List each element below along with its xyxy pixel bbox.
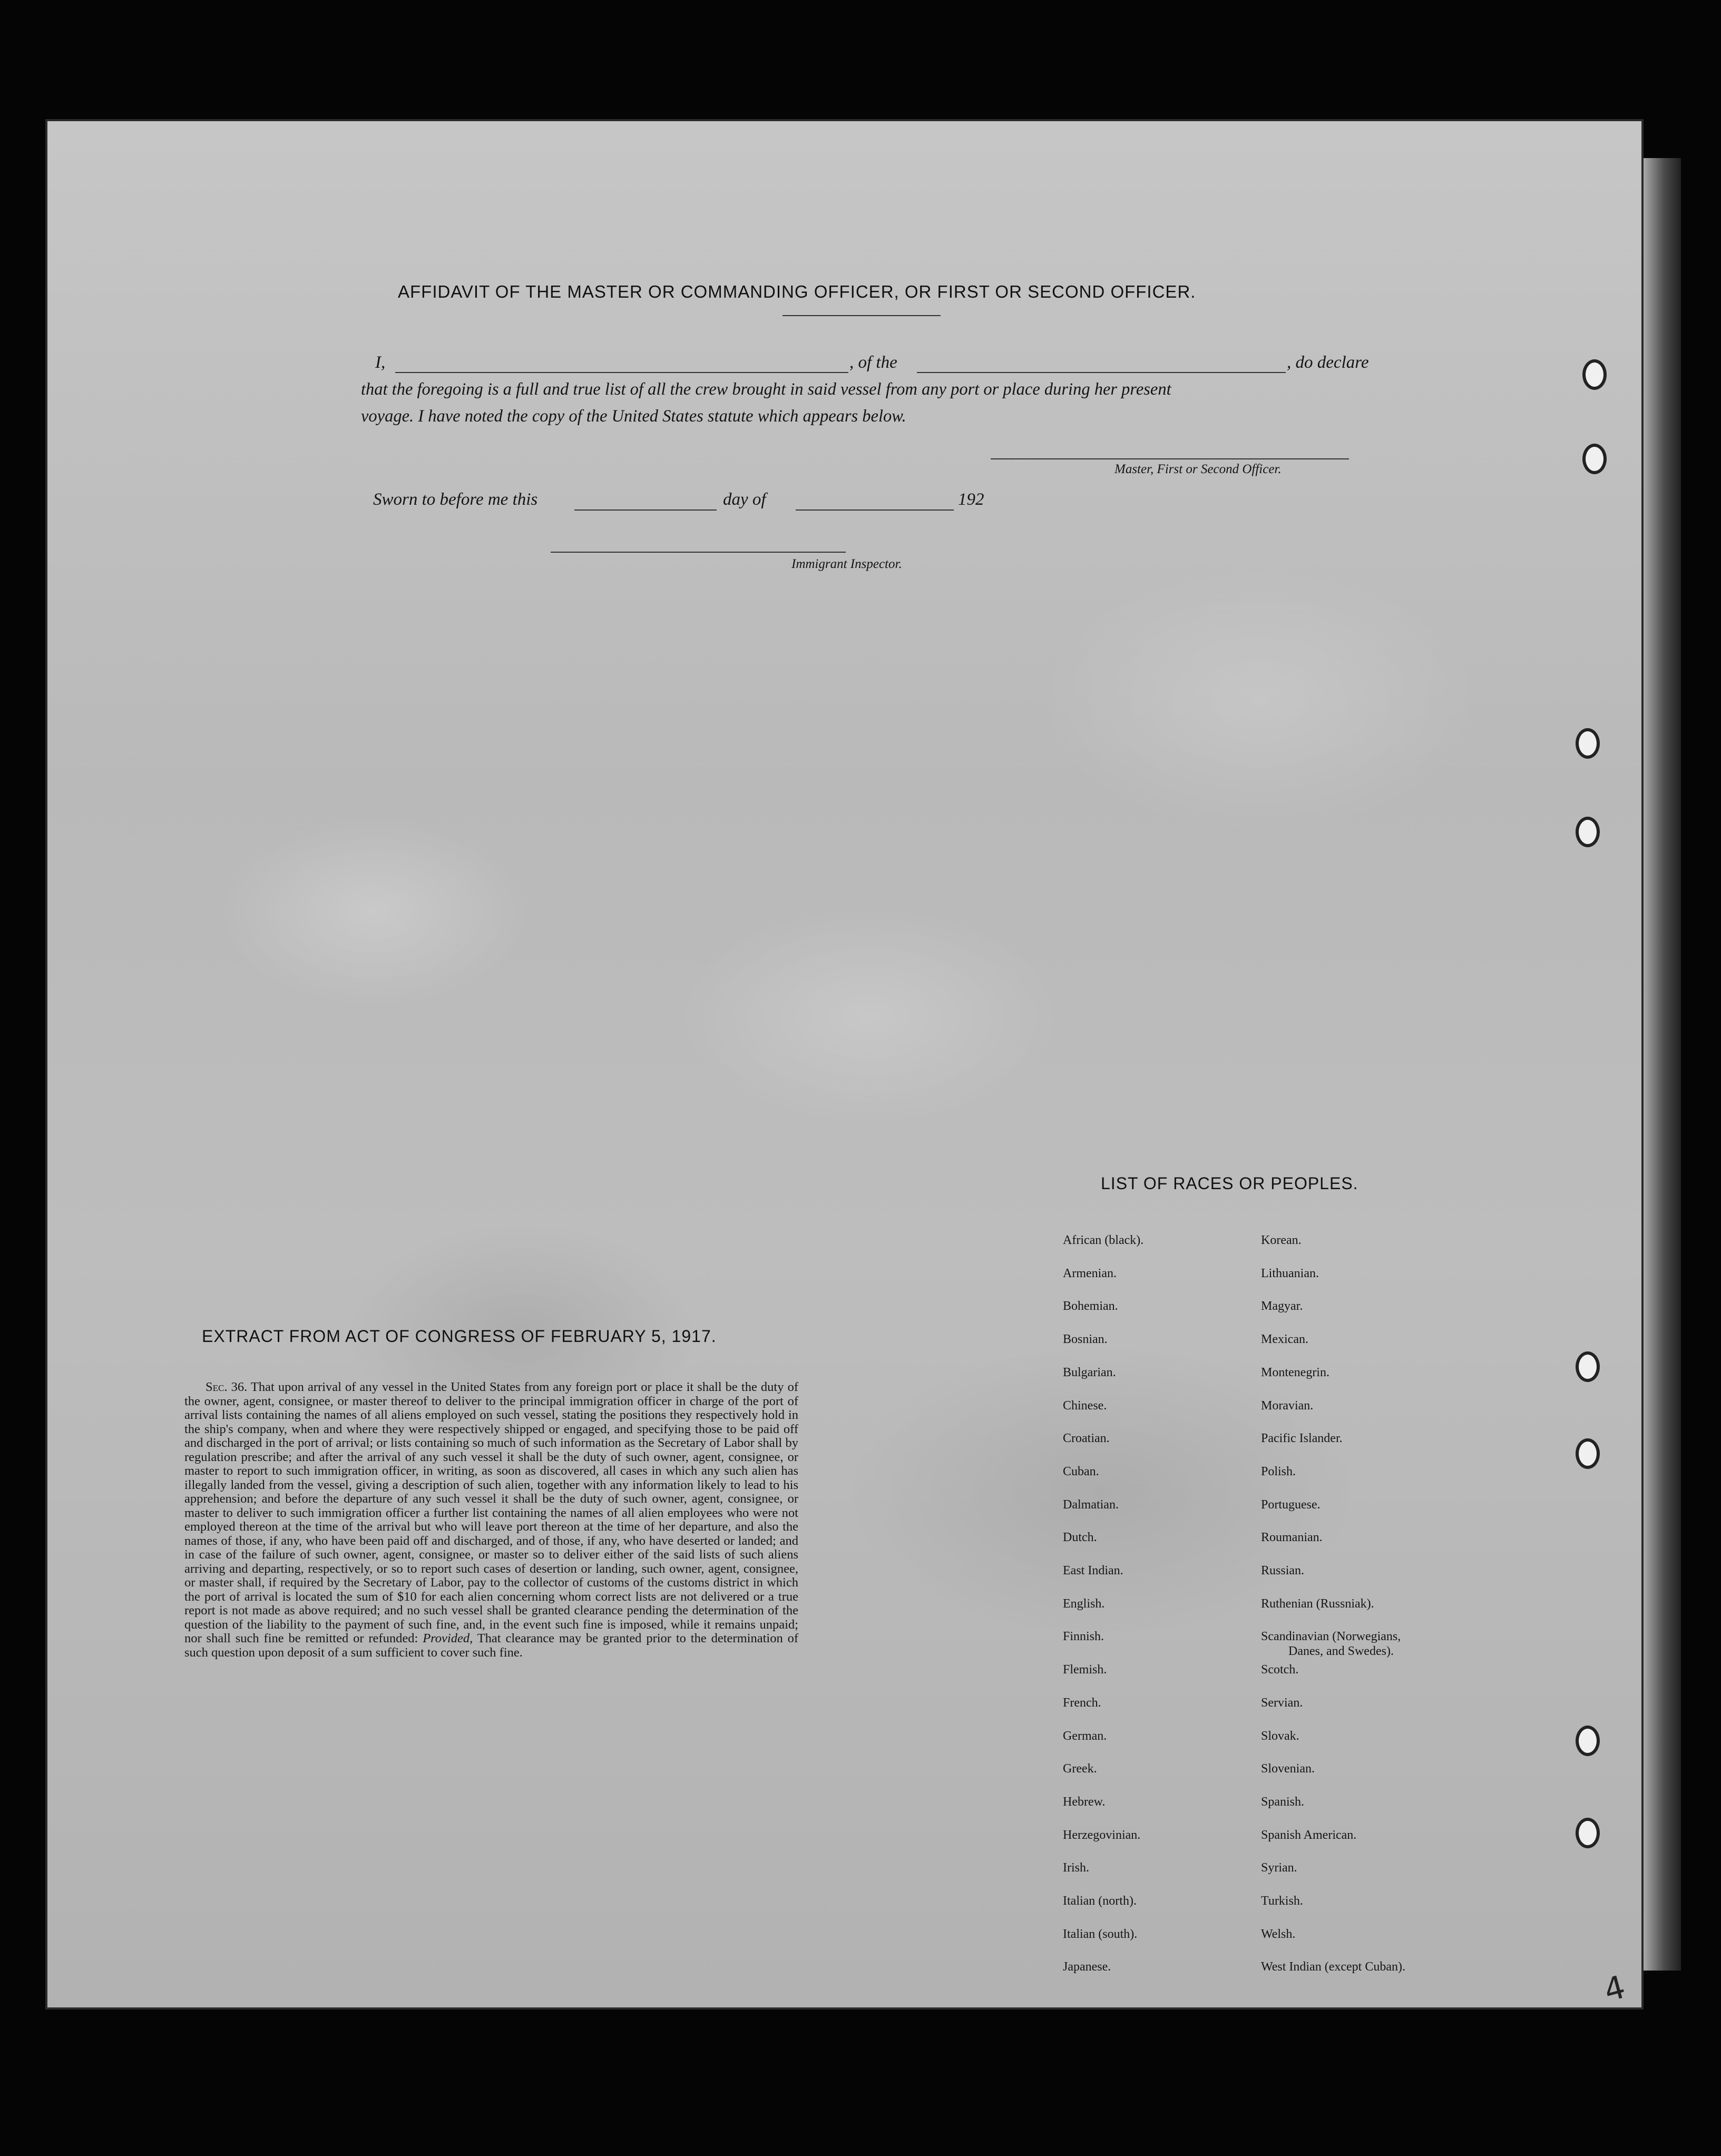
race-item: Scotch. bbox=[1261, 1663, 1299, 1677]
race-item: Dalmatian. bbox=[1063, 1497, 1119, 1512]
race-item: Russian. bbox=[1261, 1564, 1305, 1577]
year-prefix: 192 bbox=[958, 490, 984, 509]
month-blank bbox=[796, 509, 954, 511]
race-item: Slovenian. bbox=[1261, 1762, 1315, 1776]
binder-hole bbox=[1576, 728, 1600, 759]
race-item: Bohemian. bbox=[1063, 1299, 1118, 1314]
affidavit-line-2: that the foregoing is a full and true list of all the crew brought in said vessel from any port or place during her present bbox=[361, 380, 1171, 399]
affidavit-i: I, bbox=[375, 353, 386, 372]
binder-hole bbox=[1582, 359, 1607, 390]
race-item: Italian (south). bbox=[1063, 1927, 1138, 1941]
race-item: East Indian. bbox=[1063, 1564, 1123, 1577]
extract-body bbox=[184, 1380, 798, 1660]
signature-caption: Master, First or Second Officer. bbox=[1114, 462, 1282, 476]
race-item: Spanish. bbox=[1261, 1795, 1305, 1809]
race-item: Turkish. bbox=[1261, 1894, 1303, 1908]
race-item: Polish. bbox=[1261, 1464, 1296, 1478]
race-item: Pacific Islander. bbox=[1261, 1432, 1343, 1446]
race-item: Slovak. bbox=[1261, 1729, 1299, 1743]
binder-hole bbox=[1576, 1726, 1600, 1756]
binder-hole bbox=[1576, 1818, 1600, 1848]
race-item: Magyar. bbox=[1261, 1299, 1303, 1314]
binder-hole bbox=[1582, 444, 1607, 474]
race-item: Flemish. bbox=[1063, 1663, 1107, 1677]
race-item: Bulgarian. bbox=[1063, 1365, 1116, 1379]
race-item: German. bbox=[1063, 1729, 1107, 1743]
race-item: Finnish. bbox=[1063, 1630, 1104, 1644]
section-text: That upon arrival of any vessel in the United States from any foreign port or place it shall be the duty of the owner, agent, consignee, or master thereof to deliver to the principal immigration officer in charge of the port of arrival lists containing the names of all aliens employed on such vessel, stating the positions they respectively hold in the ship's company, when and where they were respectively shipped or engaged, and specifying those to be paid off and discharged in the port of arrival; or lists containing so much of such information as the Secretary of Labor shall by regulation prescribe; and after the arrival of any such vessel it shall be the duty of such owner, agent, consignee, or master to report to such immigration officer, in writing, as soon as discovered, all cases in which any such alien has illegally landed from the vessel, giving a description of such alien, together with any information likely to lead to his apprehension; and before the departure of any such vessel it shall be the duty of such owner, agent, consignee, or master to deliver to such immigration officer a further list containing the names of all alien employees who were not employed thereon at the time of the arrival but who will leave port thereon at the time of her departure, and also the names of those, if any, who have been paid off and discharged, and of those, if any, who have deserted or landed; and in case of the failure of such owner, agent, consignee, or master so to deliver either of the said lists of such aliens arriving and departing, respectively, or so to report such cases of desertion or landing, such owner, agent, consignee, or master shall, if required by the Secretary of Labor, pay to the collector of customs of the customs district in which the port of arrival is located the sum of $10 for each alien concerning whom correct lists are not delivered or a true report is not made as above required; and no such vessel shall be granted clearance pending the determination of the question of the liability to the payment of such fine, and, in the event such fine is imposed, while it remains unpaid; nor shall such fine be remitted or refunded: bbox=[184, 1380, 798, 1645]
race-item: West Indian (except Cuban). bbox=[1261, 1960, 1405, 1974]
race-item: African (black). bbox=[1063, 1233, 1144, 1247]
page-number: 4 bbox=[1600, 1968, 1629, 2010]
race-item: Hebrew. bbox=[1063, 1795, 1106, 1809]
race-item: Herzegovinian. bbox=[1063, 1828, 1141, 1842]
provided-word: Provided, bbox=[423, 1631, 473, 1645]
races-title: LIST OF RACES OR PEOPLES. bbox=[1101, 1174, 1358, 1193]
affidavit-title: AFFIDAVIT OF THE MASTER OR COMMANDING OFFICER, OR FIRST OR SECOND OFFICER. bbox=[398, 282, 1196, 301]
title-divider bbox=[783, 315, 941, 316]
binder-hole bbox=[1576, 1351, 1600, 1382]
race-item: Greek. bbox=[1063, 1762, 1097, 1776]
race-item: Roumanian. bbox=[1261, 1531, 1323, 1545]
inspector-caption: Immigrant Inspector. bbox=[791, 557, 902, 571]
race-item: Portuguese. bbox=[1261, 1497, 1321, 1512]
race-item: Cuban. bbox=[1063, 1464, 1099, 1478]
inspector-line bbox=[551, 552, 846, 553]
signature-line bbox=[991, 458, 1349, 459]
race-item: Chinese. bbox=[1063, 1398, 1107, 1413]
race-item: Ruthenian (Russniak). bbox=[1261, 1596, 1374, 1611]
affidavit-of-the: , of the bbox=[849, 353, 897, 372]
race-item: Syrian. bbox=[1261, 1861, 1297, 1875]
race-item: Danes, and Swedes). bbox=[1288, 1644, 1394, 1659]
sworn-before: Sworn to before me this bbox=[373, 490, 538, 509]
race-item: Montenegrin. bbox=[1261, 1365, 1329, 1379]
name-blank bbox=[395, 372, 848, 373]
race-item: Bosnian. bbox=[1063, 1332, 1108, 1347]
race-item: Japanese. bbox=[1063, 1960, 1111, 1974]
race-item: French. bbox=[1063, 1696, 1101, 1710]
race-item: English. bbox=[1063, 1596, 1105, 1611]
race-item: Armenian. bbox=[1063, 1266, 1117, 1280]
day-blank bbox=[574, 509, 717, 511]
race-item: Italian (north). bbox=[1063, 1894, 1137, 1908]
race-item: Dutch. bbox=[1063, 1531, 1097, 1545]
race-item: Spanish American. bbox=[1261, 1828, 1357, 1842]
race-item: Croatian. bbox=[1063, 1432, 1110, 1446]
race-item: Moravian. bbox=[1261, 1398, 1314, 1413]
race-item: Servian. bbox=[1261, 1696, 1303, 1710]
vessel-blank bbox=[917, 372, 1286, 373]
race-item: Irish. bbox=[1063, 1861, 1089, 1875]
binder-hole bbox=[1576, 1438, 1600, 1469]
affidavit-do-declare: , do declare bbox=[1287, 353, 1369, 372]
race-item: Korean. bbox=[1261, 1233, 1302, 1247]
race-item: Welsh. bbox=[1261, 1927, 1296, 1941]
section-label: Sec. 36. bbox=[206, 1380, 248, 1394]
manifest-page bbox=[47, 121, 1641, 2010]
affidavit-line-3: voyage. I have noted the copy of the United States statute which appears below. bbox=[361, 407, 906, 426]
race-item: Scandinavian (Norwegians, bbox=[1261, 1630, 1401, 1644]
extract-title: EXTRACT FROM ACT OF CONGRESS OF FEBRUARY 5, 1917. bbox=[202, 1327, 717, 1346]
section-text-end: That clearance may be granted prior to the determination of such question upon deposit of a sum sufficient to cover such fine. bbox=[184, 1631, 799, 1660]
race-item: Lithuanian. bbox=[1261, 1266, 1319, 1280]
race-item: Mexican. bbox=[1261, 1332, 1308, 1347]
day-of: day of bbox=[723, 490, 766, 509]
binder-hole bbox=[1576, 817, 1600, 847]
